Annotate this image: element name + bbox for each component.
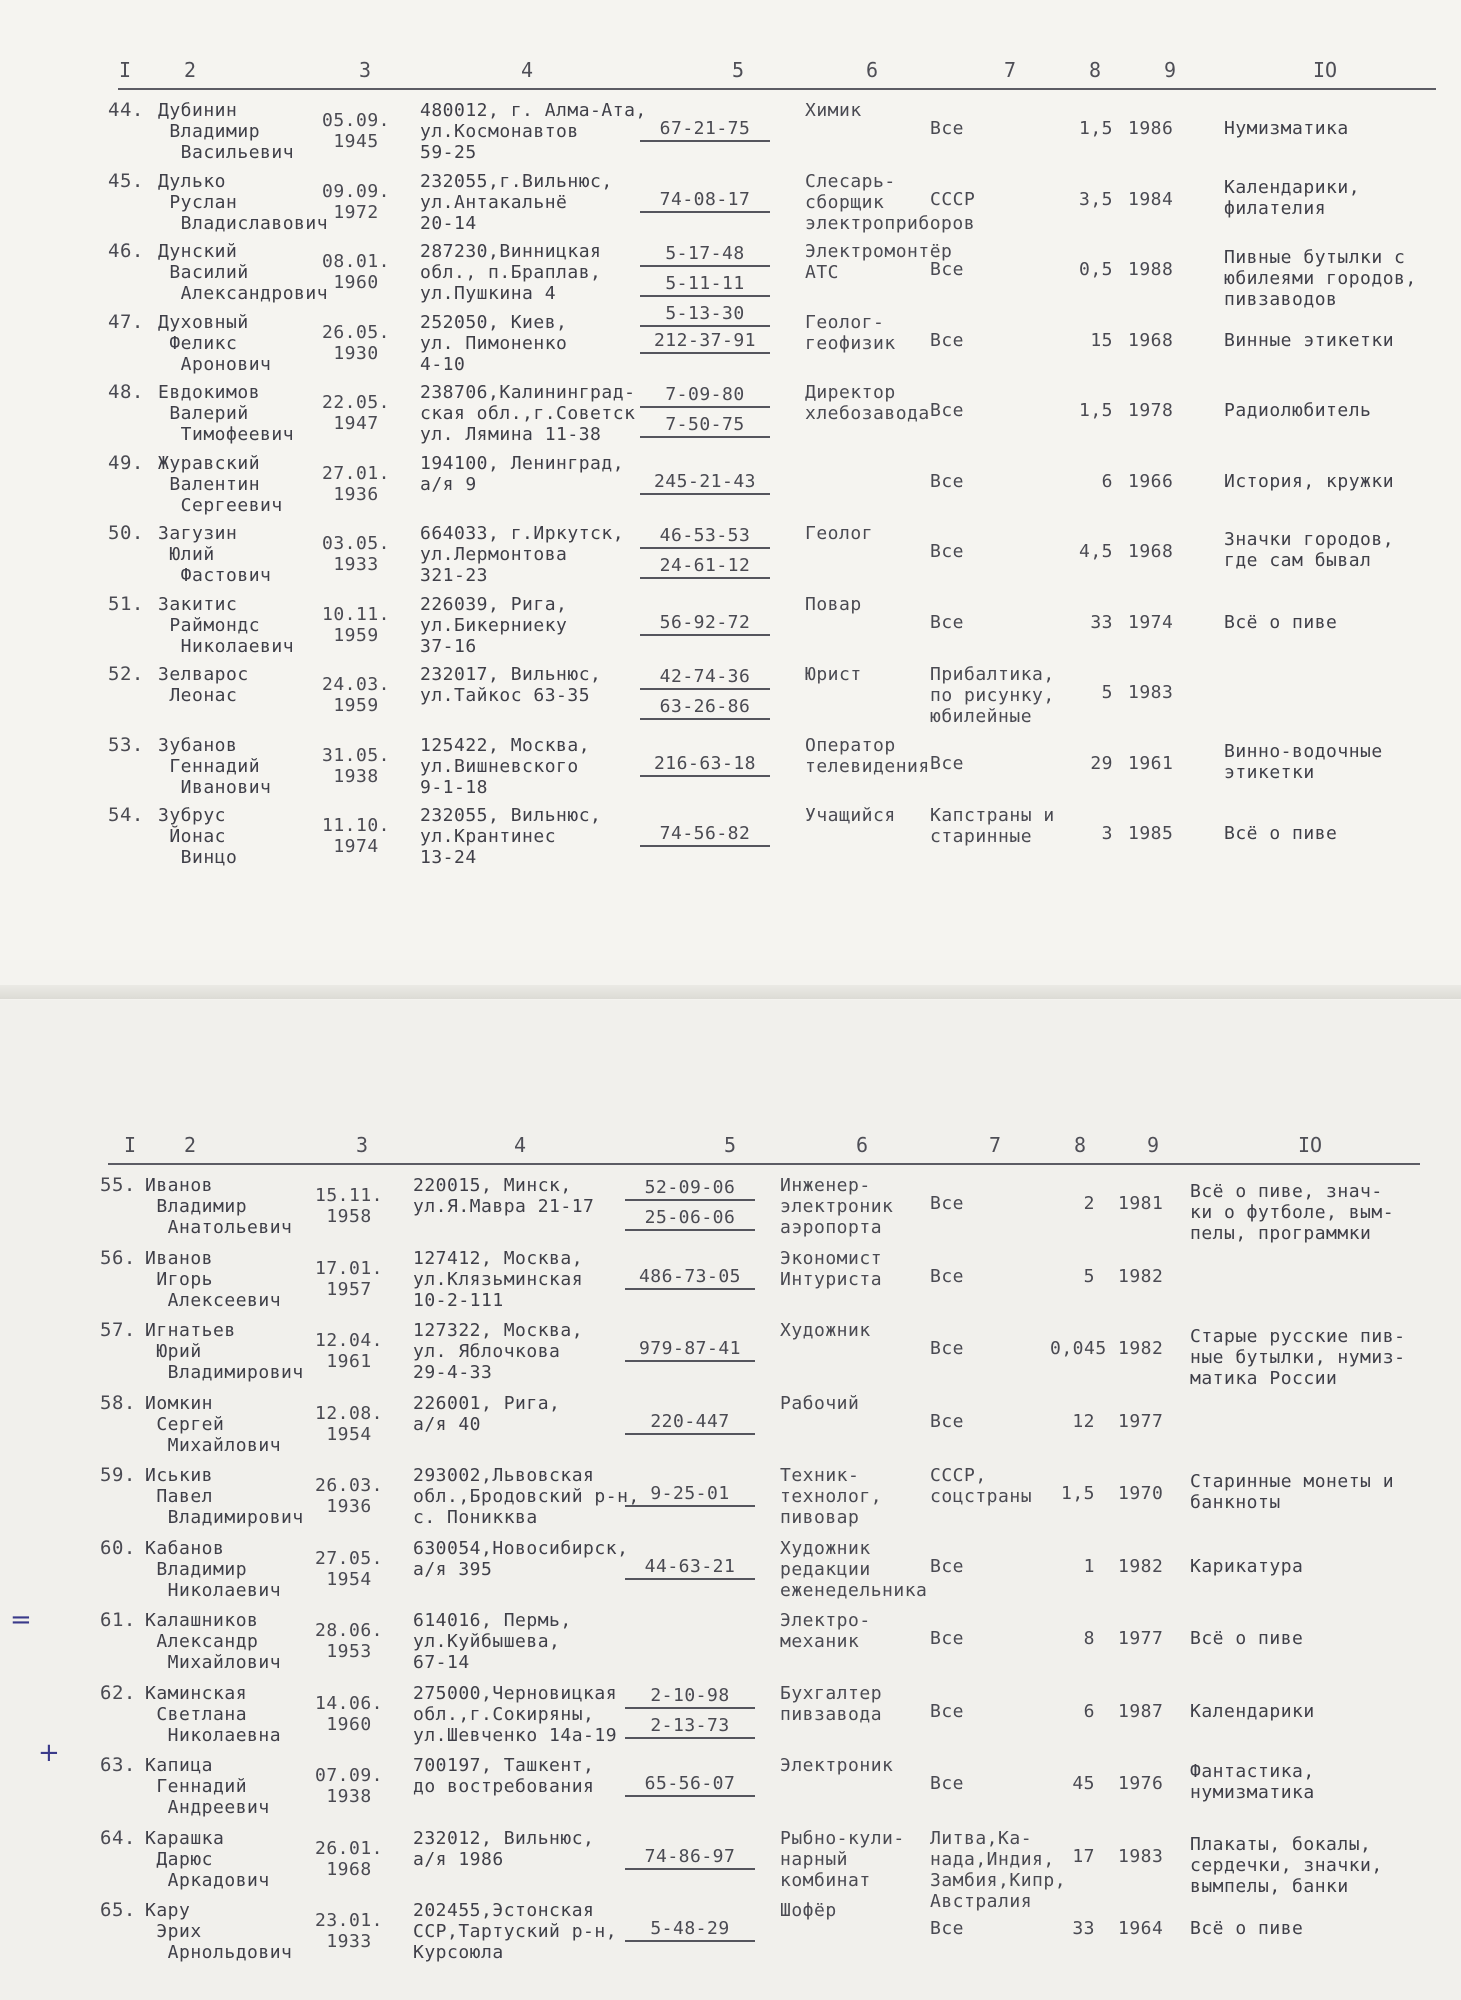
collecting-since: 1961 — [1128, 752, 1174, 774]
collecting-since: 1988 — [1128, 259, 1174, 280]
collecting-since: 1968 — [1128, 329, 1174, 351]
collector-name: Иванов Игорь Алексеевич — [145, 1247, 282, 1311]
record-number: 64. — [100, 1826, 136, 1849]
collecting-since: 1968 — [1128, 541, 1174, 562]
postal-address: 127322, Москва, ул. Яблочкова 29-4-33 — [413, 1320, 584, 1383]
years-collecting: 0,045 — [1050, 1338, 1107, 1359]
postal-address: 630054,Новосибирск, а/я 395 — [413, 1537, 629, 1580]
column-header: 3 — [355, 1133, 369, 1157]
phone-number: 7-09-80 — [640, 384, 770, 408]
collecting-scope: Все — [930, 259, 965, 280]
record-number: 55. — [100, 1174, 136, 1196]
profession: Инженер- электроник аэропорта — [780, 1175, 894, 1238]
years-collecting: 1,5 — [1060, 1483, 1095, 1504]
profession: Директор хлебозавода — [805, 382, 930, 424]
column-header: 5 — [723, 1133, 737, 1157]
record-number: 48. — [108, 381, 144, 403]
collector-name: Игнатьев Юрий Владимирович — [145, 1320, 304, 1383]
collector-name: Евдокимов Валерий Тимофеевич — [158, 382, 295, 445]
record-number: 58. — [100, 1391, 136, 1414]
column-header: 2 — [183, 58, 197, 82]
phone-number: 245-21-43 — [640, 471, 770, 495]
phone-number: 486-73-05 — [625, 1266, 755, 1290]
postal-address: 232055,г.Вильнюс, ул.Антакальнё 20-14 — [420, 170, 613, 234]
collecting-scope: Все — [930, 1338, 965, 1359]
record-number: 65. — [100, 1899, 136, 1921]
years-collecting: 6 — [1101, 470, 1113, 492]
birth-date: 11.10. 1974 — [322, 815, 391, 857]
profession: Электроник — [780, 1755, 894, 1776]
record-number: 46. — [108, 240, 144, 262]
phone-number: 74-08-17 — [640, 189, 770, 213]
birth-date: 31.05. 1938 — [322, 744, 391, 787]
years-collecting: 33 — [1072, 1918, 1095, 1939]
profession: Слесарь- сборщик электроприборов — [805, 170, 976, 234]
interests: Нумизматика — [1224, 118, 1349, 139]
years-collecting: 4,5 — [1078, 541, 1113, 562]
profession: Художник — [780, 1320, 871, 1341]
birth-date: 26.03. 1936 — [315, 1475, 384, 1517]
phone-numbers — [625, 1411, 755, 1441]
birth-date: 08.01. 1960 — [322, 251, 391, 293]
interests: Всё о пиве — [1224, 611, 1338, 633]
birth-date: 07.09. 1938 — [315, 1765, 384, 1807]
interests: Календарики — [1190, 1700, 1315, 1722]
interests: Всё о пиве — [1190, 1628, 1304, 1649]
years-collecting: 8 — [1083, 1628, 1095, 1649]
collecting-scope: Капстраны и старинные — [930, 805, 1055, 847]
birth-date: 28.06. 1953 — [315, 1620, 384, 1662]
postal-address: 125422, Москва, ул.Вишневского 9-1-18 — [420, 734, 591, 798]
collector-name: Кару Эрих Арнольдович — [145, 1900, 293, 1963]
column-header: 4 — [513, 1133, 527, 1157]
phone-numbers — [640, 525, 770, 585]
years-collecting: 1,5 — [1078, 118, 1113, 139]
collecting-scope: Все — [930, 1918, 965, 1939]
profession: Химик — [805, 100, 862, 121]
years-collecting: 29 — [1090, 752, 1113, 774]
postal-address: 226001, Рига, а/я 40 — [413, 1392, 561, 1435]
profession: Техник- технолог, пивовар — [780, 1465, 883, 1528]
interests: Всё о пиве — [1190, 1918, 1304, 1939]
phone-number: 5-48-29 — [625, 1918, 755, 1942]
record-number: 52. — [108, 663, 144, 685]
phone-number: 25-06-06 — [625, 1207, 755, 1231]
postal-address: 127412, Москва, ул.Клязьминская 10-2-111 — [413, 1247, 584, 1311]
phone-numbers — [640, 384, 770, 444]
interests: История, кружки — [1224, 470, 1395, 492]
birth-date: 09.09. 1972 — [322, 180, 391, 223]
birth-date: 27.05. 1954 — [315, 1547, 384, 1590]
record-number: 51. — [108, 592, 144, 615]
record-number: 44. — [108, 99, 144, 121]
collector-name: Загузин Юлий Фастович — [158, 523, 272, 586]
interests: Винно-водочные этикетки — [1224, 740, 1383, 783]
phone-numbers — [625, 1556, 755, 1586]
postal-address: 232055, Вильнюс, ул.Крантинес 13-24 — [420, 805, 602, 868]
profession: Рабочий — [780, 1392, 860, 1414]
birth-date: 27.01. 1936 — [322, 462, 391, 505]
collecting-since: 1966 — [1128, 470, 1174, 492]
years-collecting: 6 — [1083, 1700, 1095, 1722]
collector-name: Зубанов Геннадий Иванович — [158, 734, 272, 798]
collecting-since: 1978 — [1128, 400, 1174, 421]
postal-address: 232012, Вильнюс, а/я 1986 — [413, 1827, 595, 1870]
years-collecting: 15 — [1090, 329, 1113, 351]
collector-name: Дулько Руслан Владиславович — [158, 170, 329, 234]
column-header: 6 — [865, 58, 879, 82]
record-number: 57. — [100, 1319, 136, 1341]
years-collecting: 33 — [1090, 611, 1113, 633]
phone-number: 44-63-21 — [625, 1556, 755, 1580]
column-header: 8 — [1088, 58, 1102, 82]
years-collecting: 3,5 — [1078, 188, 1113, 210]
collecting-scope: Все — [930, 1265, 965, 1287]
phone-number: 220-447 — [625, 1411, 755, 1435]
column-header: I — [123, 1133, 137, 1157]
phone-numbers — [625, 1685, 755, 1745]
birth-date: 26.01. 1968 — [315, 1837, 384, 1880]
column-header: 7 — [988, 1133, 1002, 1157]
phone-numbers — [640, 118, 770, 148]
collector-name: Дубинин Владимир Васильевич — [158, 100, 295, 163]
interests: Фантастика, нумизматика — [1190, 1761, 1315, 1803]
years-collecting: 1,5 — [1078, 400, 1113, 421]
phone-numbers — [625, 1773, 755, 1803]
birth-date: 03.05. 1933 — [322, 533, 391, 575]
profession: Геолог- геофизик — [805, 311, 896, 354]
interests: Значки городов, где сам бывал — [1224, 529, 1395, 571]
header-rule — [118, 88, 1436, 90]
postal-address: 232017, Вильнюс, ул.Тайкос 63-35 — [420, 664, 602, 706]
interests: Всё о пиве — [1224, 823, 1338, 844]
record-number: 53. — [108, 733, 144, 756]
phone-numbers — [625, 1918, 755, 1948]
collecting-since: 1977 — [1118, 1628, 1164, 1649]
record-number: 60. — [100, 1536, 136, 1559]
collector-name: Иомкин Сергей Михайлович — [145, 1392, 282, 1456]
collector-name: Капица Геннадий Андреевич — [145, 1755, 270, 1818]
column-header: 6 — [855, 1133, 869, 1157]
column-header: 2 — [183, 1133, 197, 1157]
collecting-since: 1982 — [1118, 1265, 1164, 1287]
collecting-scope: Прибалтика, по рисунку, юбилейные — [930, 664, 1055, 727]
collecting-scope: Все — [930, 1773, 965, 1794]
interests: Плакаты, бокалы, сердечки, значки, вымпелы, банки — [1190, 1833, 1383, 1897]
postal-address: 614016, Пермь, ул.Куйбышева, 67-14 — [413, 1610, 572, 1673]
years-collecting: 0,5 — [1078, 259, 1113, 280]
collecting-scope: Все — [930, 752, 965, 774]
collecting-since: 1977 — [1118, 1410, 1164, 1432]
birth-date: 12.08. 1954 — [315, 1402, 384, 1445]
postal-address: 480012, г. Алма-Ата, ул.Космонавтов 59-25 — [420, 100, 647, 163]
collecting-scope: Все — [930, 541, 965, 562]
collecting-since: 1986 — [1128, 118, 1174, 139]
postal-address: 202455,Эстонская ССР,Тартуский р-н, Курсоюла — [413, 1900, 618, 1963]
phone-number: 67-21-75 — [640, 118, 770, 142]
profession: Геолог — [805, 523, 874, 544]
column-header: 8 — [1073, 1133, 1087, 1157]
postal-address: 194100, Ленинград, а/я 9 — [420, 452, 625, 495]
collecting-since: 1982 — [1118, 1555, 1164, 1577]
years-collecting: 5 — [1101, 682, 1113, 703]
phone-numbers — [640, 823, 770, 853]
phone-numbers — [640, 612, 770, 642]
birth-date: 22.05. 1947 — [322, 392, 391, 434]
birth-date: 26.05. 1930 — [322, 321, 391, 364]
birth-date: 05.09. 1945 — [322, 110, 391, 152]
phone-numbers — [640, 243, 770, 333]
collecting-since: 1974 — [1128, 611, 1174, 633]
phone-numbers — [640, 330, 770, 360]
profession: Учащийся — [805, 805, 896, 826]
collecting-scope: Все — [930, 611, 965, 633]
profession: Повар — [805, 593, 862, 615]
collecting-since: 1985 — [1128, 823, 1174, 844]
collector-name: Калашников Александр Михайлович — [145, 1610, 282, 1673]
collecting-since: 1983 — [1128, 682, 1174, 703]
phone-number: 5-13-30 — [640, 303, 770, 327]
collecting-since: 1987 — [1118, 1700, 1164, 1722]
phone-numbers — [625, 1338, 755, 1368]
collecting-scope: Все — [930, 1193, 965, 1214]
postal-address: 664033, г.Иркутск, ул.Лермонтова 321-23 — [420, 523, 625, 586]
years-collecting: 1 — [1083, 1555, 1095, 1577]
collecting-since: 1981 — [1118, 1193, 1164, 1214]
record-number: 50. — [108, 522, 144, 544]
collecting-scope: СССР — [930, 188, 976, 210]
profession: Оператор телевидения — [805, 734, 930, 777]
collecting-scope: Все — [930, 1628, 965, 1649]
birth-date: 17.01. 1957 — [315, 1257, 384, 1300]
interests: Пивные бутылки с юбилеями городов, пивзаводов — [1224, 247, 1417, 310]
birth-date: 24.03. 1959 — [322, 674, 391, 716]
record-number: 59. — [100, 1464, 136, 1486]
record-number: 54. — [108, 804, 144, 826]
collector-name: Кабанов Владимир Николаевич — [145, 1537, 282, 1601]
phone-number: 63-26-86 — [640, 696, 770, 720]
collecting-scope: Все — [930, 1410, 965, 1432]
collector-name: Зелварос Леонас — [158, 664, 249, 706]
phone-number: 74-56-82 — [640, 823, 770, 847]
profession: Рыбно-кули- нарный комбинат — [780, 1827, 905, 1891]
birth-date: 14.06. 1960 — [315, 1692, 384, 1735]
collector-name: Каминская Светлана Николаевна — [145, 1682, 282, 1746]
collector-name: Иськив Павел Владимирович — [145, 1465, 304, 1528]
collector-name: Дунский Василий Александрович — [158, 241, 329, 304]
header-rule — [108, 1163, 1420, 1165]
collecting-since: 1970 — [1118, 1483, 1164, 1504]
years-collecting: 17 — [1072, 1845, 1095, 1867]
interests: Карикатура — [1190, 1555, 1304, 1577]
postal-address: 293002,Львовская обл.,Бродовский р-н, с. Поникква — [413, 1465, 640, 1528]
phone-numbers — [625, 1846, 755, 1876]
collecting-since: 1983 — [1118, 1845, 1164, 1867]
phone-number: 212-37-91 — [640, 330, 770, 354]
phone-number: 52-09-06 — [625, 1177, 755, 1201]
collecting-scope: Литва,Ка- нада,Индия, Замбия,Кипр, Австралия — [930, 1827, 1067, 1912]
column-header: 9 — [1146, 1133, 1160, 1157]
phone-number: 9-25-01 — [625, 1483, 755, 1507]
phone-numbers — [640, 753, 770, 783]
pen-mark: = — [10, 1605, 32, 1635]
collector-name: Журавский Валентин Сергеевич — [158, 452, 283, 516]
phone-number: 56-92-72 — [640, 612, 770, 636]
phone-number: 46-53-53 — [640, 525, 770, 549]
page-fold — [0, 985, 1461, 999]
phone-numbers — [640, 666, 770, 726]
collecting-since: 1976 — [1118, 1773, 1164, 1794]
phone-numbers — [640, 189, 770, 219]
years-collecting: 5 — [1083, 1265, 1095, 1287]
collecting-scope: СССР, соцстраны — [930, 1465, 1033, 1507]
profession: Экономист Интуриста — [780, 1247, 883, 1290]
interests: Старые русские пив- ные бутылки, нумиз- матика России — [1190, 1326, 1406, 1389]
profession: Бухгалтер пивзавода — [780, 1682, 883, 1725]
postal-address: 252050, Киев, ул. Пимоненко 4-10 — [420, 311, 568, 375]
birth-date: 12.04. 1961 — [315, 1330, 384, 1372]
profession: Шофёр — [780, 1900, 837, 1921]
postal-address: 238706,Калининград- ская обл.,г.Советск ул. Лямина 11-38 — [420, 382, 636, 445]
column-header: 4 — [520, 58, 534, 82]
years-collecting: 45 — [1072, 1773, 1095, 1794]
phone-number: 2-10-98 — [625, 1685, 755, 1709]
record-number: 56. — [100, 1246, 136, 1269]
postal-address: 275000,Черновицкая обл.,г.Сокиряны, ул.Шевченко 14а-19 — [413, 1682, 618, 1746]
phone-number: 65-56-07 — [625, 1773, 755, 1797]
years-collecting: 3 — [1101, 823, 1113, 844]
phone-number: 5-11-11 — [640, 273, 770, 297]
column-header: 7 — [1003, 58, 1017, 82]
column-header: IO — [1312, 58, 1338, 82]
phone-number: 5-17-48 — [640, 243, 770, 267]
collecting-scope: Все — [930, 400, 965, 421]
collecting-scope: Все — [930, 1555, 965, 1577]
collecting-scope: Все — [930, 118, 965, 139]
phone-number: 74-86-97 — [625, 1846, 755, 1870]
phone-numbers — [640, 471, 770, 501]
phone-numbers — [625, 1266, 755, 1296]
phone-number: 42-74-36 — [640, 666, 770, 690]
phone-number: 979-87-41 — [625, 1338, 755, 1362]
record-number: 49. — [108, 451, 144, 474]
postal-address: 700197, Ташкент, до востребования — [413, 1755, 595, 1797]
interests: Всё о пиве, знач- ки о футболе, вым- пелы, программки — [1190, 1181, 1395, 1244]
postal-address: 287230,Винницкая обл., п.Браплав, ул.Пушкина 4 — [420, 241, 602, 304]
collector-name: Духовный Феликс Аронович — [158, 311, 272, 375]
column-header: 9 — [1163, 58, 1177, 82]
record-number: 47. — [108, 310, 144, 333]
column-header: 5 — [731, 58, 745, 82]
record-number: 45. — [108, 169, 144, 192]
collecting-since: 1984 — [1128, 188, 1174, 210]
profession: Электромонтёр АТС — [805, 241, 953, 283]
interests: Винные этикетки — [1224, 329, 1395, 351]
collecting-scope: Все — [930, 1700, 965, 1722]
column-header: IO — [1297, 1133, 1323, 1157]
record-number: 63. — [100, 1754, 136, 1776]
column-header: 3 — [358, 58, 372, 82]
phone-numbers — [625, 1483, 755, 1513]
phone-number: 7-50-75 — [640, 414, 770, 438]
collecting-scope: Все — [930, 470, 965, 492]
collector-name: Карашка Дарюс Аркадович — [145, 1827, 270, 1891]
record-number: 61. — [100, 1609, 136, 1631]
phone-numbers — [625, 1177, 755, 1237]
interests: Радиолюбитель — [1224, 400, 1372, 421]
profession: Электро- механик — [780, 1610, 871, 1652]
collecting-since: 1982 — [1118, 1338, 1164, 1359]
postal-address: 220015, Минск, ул.Я.Мавра 21-17 — [413, 1175, 595, 1217]
birth-date: 23.01. 1933 — [315, 1910, 384, 1952]
phone-number: 216-63-18 — [640, 753, 770, 777]
years-collecting: 2 — [1083, 1193, 1095, 1214]
interests: Календарики, филателия — [1224, 176, 1361, 219]
column-header: I — [118, 58, 132, 82]
birth-date: 10.11. 1959 — [322, 603, 391, 646]
birth-date: 15.11. 1958 — [315, 1185, 384, 1227]
collector-name: Зубрус Йонас Винцо — [158, 805, 238, 868]
profession: Художник редакции еженедельника — [780, 1537, 928, 1601]
record-number: 62. — [100, 1681, 136, 1704]
collector-name: Иванов Владимир Анатольевич — [145, 1175, 293, 1238]
phone-number: 24-61-12 — [640, 555, 770, 579]
years-collecting: 12 — [1072, 1410, 1095, 1432]
profession: Юрист — [805, 664, 862, 685]
collecting-scope: Все — [930, 329, 965, 351]
interests: Старинные монеты и банкноты — [1190, 1471, 1395, 1513]
collector-name: Закитис Раймондс Николаевич — [158, 593, 295, 657]
postal-address: 226039, Рига, ул.Бикерниеку 37-16 — [420, 593, 568, 657]
phone-number: 2-13-73 — [625, 1715, 755, 1739]
collecting-since: 1964 — [1118, 1918, 1164, 1939]
pen-mark: + — [38, 1738, 60, 1768]
